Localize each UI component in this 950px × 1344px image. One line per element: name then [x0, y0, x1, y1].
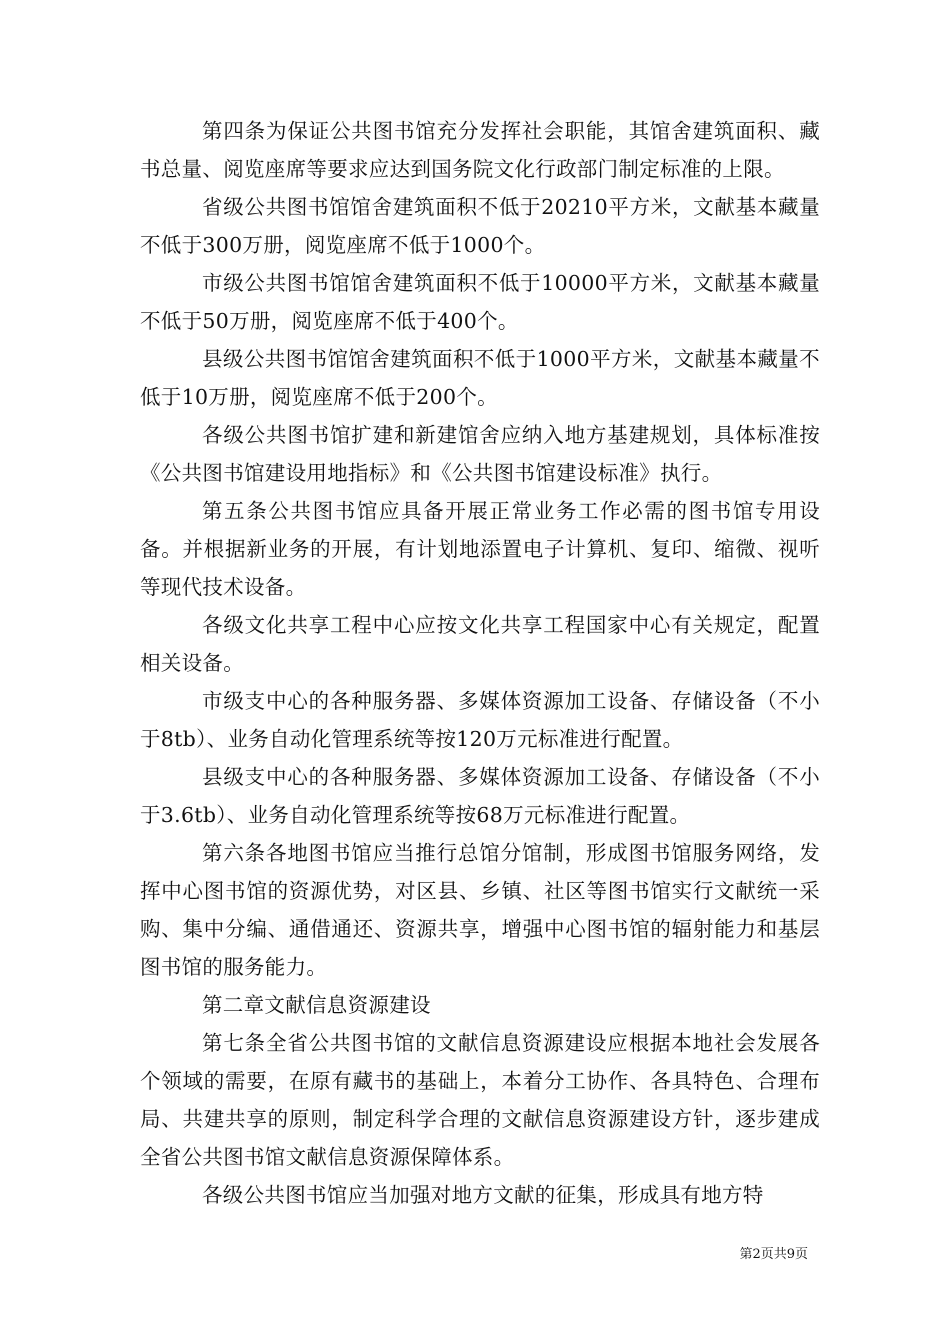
- paragraph-county-standard: 县级公共图书馆馆舍建筑面积不低于1000平方米，文献基本藏量不低于10万册，阅览座席不低于200个。: [140, 347, 820, 409]
- paragraph-county-subcenter: 县级支中心的各种服务器、多媒体资源加工设备、存储设备（不小于3.6tb）、业务自动化管理系统等按68万元标准进行配置。: [140, 765, 820, 827]
- chapter-heading: 第二章文献信息资源建设: [202, 993, 431, 1017]
- paragraph-municipal-subcenter: 市级支中心的各种服务器、多媒体资源加工设备、存储设备（不小于8tb）、业务自动化管理系统等按120万元标准进行配置。: [140, 689, 820, 751]
- paragraph-sharing-center: 各级文化共享工程中心应按文化共享工程国家中心有关规定，配置相关设备。: [140, 613, 820, 675]
- paragraph-provincial-standard: 省级公共图书馆馆舍建筑面积不低于20210平方米，文献基本藏量不低于300万册，阅览座席不低于1000个。: [140, 195, 820, 257]
- paragraph-local-documents: 各级公共图书馆应当加强对地方文献的征集，形成具有地方特: [202, 1183, 764, 1207]
- paragraph-construction-planning: 各级公共图书馆扩建和新建馆舍应纳入地方基建规划，具体标准按《公共图书馆建设用地指标》和《公共图书馆建设标准》执行。: [140, 423, 820, 485]
- paragraph-municipal-standard: 市级公共图书馆馆舍建筑面积不低于10000平方米，文献基本藏量不低于50万册，阅览座席不低于400个。: [140, 271, 820, 333]
- paragraph-article-5: 第五条公共图书馆应具备开展正常业务工作必需的图书馆专用设备。并根据新业务的开展，有计划地添置电子计算机、复印、缩微、视听等现代技术设备。: [140, 499, 820, 599]
- paragraph-article-7: 第七条全省公共图书馆的文献信息资源建设应根据本地社会发展各个领域的需要，在原有藏书的基础上，本着分工协作、各具特色、合理布局、共建共享的原则，制定科学合理的文献信息资源建设方针，逐步建成全省公共图书馆文献信息资源保障体系。: [140, 1031, 820, 1169]
- document-body: [140, 112, 820, 1214]
- paragraph-article-6: 第六条各地图书馆应当推行总馆分馆制，形成图书馆服务网络，发挥中心图书馆的资源优势，对区县、乡镇、社区等图书馆实行文献统一采购、集中分编、通借通还、资源共享，增强中心图书馆的辐射能力和基层图书馆的服务能力。: [140, 841, 820, 979]
- page-number-footer: 第2页共9页: [739, 1247, 808, 1262]
- paragraph-article-4: 第四条为保证公共图书馆充分发挥社会职能，其馆舍建筑面积、藏书总量、阅览座席等要求应达到国务院文化行政部门制定标准的上限。: [140, 119, 820, 181]
